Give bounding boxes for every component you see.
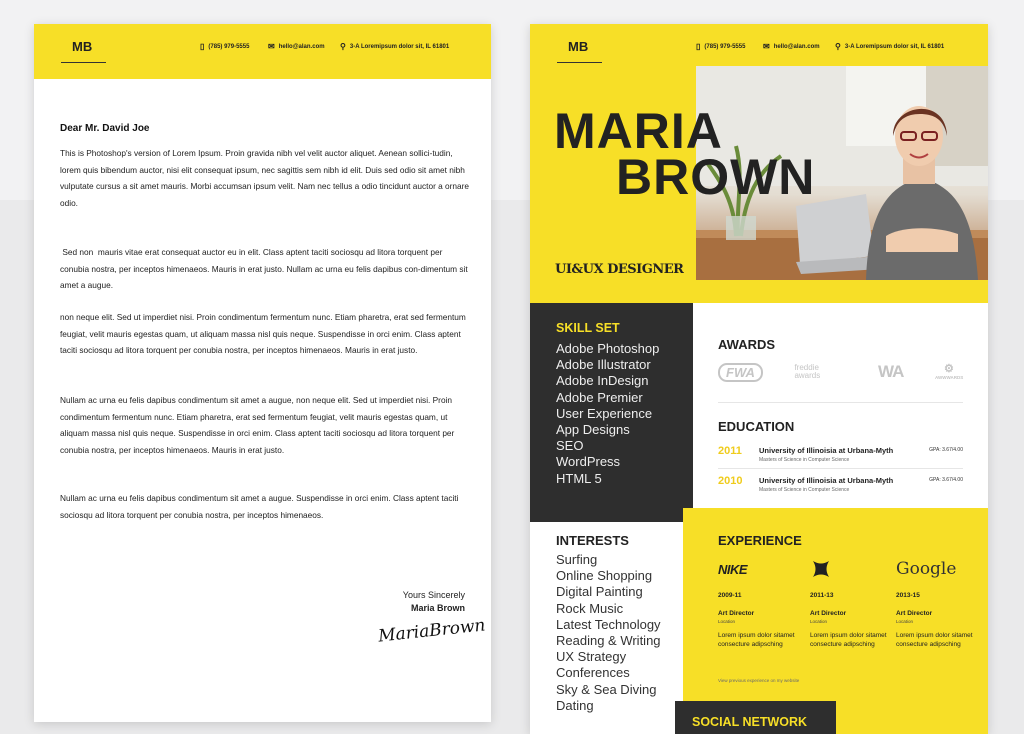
- experience-title-text: Art Director: [718, 610, 755, 617]
- letter-paragraph: This is Photoshop's version of Lorem Ipsum. Proin gravida nibh vel velit auctor aliquet. Aenean sollici-tudin, lorem quis bibendum auctor, nisi elit consequat ipsum, nec sagittis sem nibh id elit. Duis sed odio sit amet nibh vulputate cursus a sit amet mauris. Morbi accumsan ipsum velit. Nam nec tellus a odio tincidunt auctor a ornare odio.: [60, 148, 470, 208]
- signature: MariaBrown: [377, 615, 487, 647]
- interest-item: Online Shopping: [556, 568, 653, 584]
- section-title: SKILL SET: [556, 321, 620, 335]
- skill-item: Adobe Premier: [556, 389, 643, 405]
- skill-item: SEO: [556, 438, 584, 454]
- education-degree: Masters of Science in Computer Science: [759, 487, 850, 493]
- social-network-title: SOCIAL NETWORK: [692, 715, 808, 729]
- experience-years: 2013-15: [896, 592, 920, 599]
- award-logos: [718, 362, 963, 382]
- experience-description: Lorem ipsum dolor sitamet consecture adipsching: [810, 632, 887, 648]
- social-network-section: [675, 701, 836, 734]
- skill-item: HTML 5: [556, 470, 602, 486]
- phone-text: (785) 979-5555: [208, 44, 250, 50]
- education-entry: [718, 475, 963, 495]
- contact-phone: [200, 43, 249, 51]
- education-school: University of Illinoisia at Urbana-Myth: [759, 446, 894, 455]
- google-logo-text: Google: [896, 559, 957, 579]
- interest-item: Digital Painting: [556, 584, 643, 600]
- last-name: BROWN: [616, 149, 816, 205]
- location-pin-icon: ⚲: [835, 42, 841, 51]
- education-gpa: GPA: 3.67/4.00: [929, 477, 963, 483]
- wa-logo: WA: [878, 362, 904, 381]
- x-mark-logo-icon: [810, 558, 832, 580]
- experience-location: Location: [718, 619, 736, 624]
- skill-item: Adobe InDesign: [556, 373, 649, 389]
- contact-email: [268, 43, 325, 51]
- experience-location: Location: [896, 619, 914, 624]
- monogram-underline: [557, 62, 602, 63]
- letter-header: [34, 24, 491, 79]
- interest-item: Rock Music: [556, 600, 624, 616]
- cover-letter-page: [34, 24, 491, 722]
- education-degree: Masters of Science in Computer Science: [759, 457, 850, 463]
- nike-logo-text: NIKE: [718, 561, 748, 577]
- skill-item: WordPress: [556, 454, 621, 470]
- experience-entry: [810, 554, 890, 649]
- signer-name: Maria Brown: [410, 603, 465, 613]
- contact-address: [340, 43, 449, 51]
- experience-years: 2009-11: [718, 592, 742, 599]
- education-gpa: GPA: 3.67/4.00: [929, 447, 963, 453]
- experience-title: EXPERIENCE: [718, 533, 802, 548]
- google-logo: [896, 554, 976, 584]
- interest-item: Surfing: [556, 552, 598, 567]
- interest-item: Conferences: [556, 665, 630, 681]
- resume-monogram: MB: [568, 39, 589, 54]
- skill-list: [556, 341, 659, 487]
- freddie-awards-logo: freddie awards: [794, 363, 821, 380]
- resume-page: [530, 24, 988, 734]
- experience-years: 2011-13: [810, 592, 834, 599]
- education-title: EDUCATION: [718, 419, 795, 434]
- interest-item: Dating: [556, 697, 594, 713]
- skill-item: Adobe Illustrator: [556, 357, 651, 373]
- fwa-logo: FWA: [718, 363, 763, 382]
- monogram-underline: [61, 62, 106, 63]
- education-year: 2011: [718, 445, 742, 457]
- candidate-name: [554, 103, 816, 205]
- nike-logo: [718, 554, 798, 584]
- email-text: hello@alan.com: [278, 44, 325, 50]
- salutation: Dear Mr. David Joe: [60, 123, 150, 134]
- contact-address: [835, 43, 944, 51]
- experience-title-text: Art Director: [896, 610, 933, 617]
- awwwards-logo: [935, 364, 963, 380]
- interest-item: UX Strategy: [556, 649, 627, 665]
- monogram: MB: [72, 39, 93, 54]
- experience-entry: [896, 554, 976, 649]
- awwwards-icon: ⚙: [944, 363, 954, 375]
- phone-text: (785) 979-5555: [704, 44, 746, 50]
- phone-icon: ▯: [696, 42, 701, 51]
- skill-item: Adobe Photoshop: [556, 341, 660, 356]
- skill-item: User Experience: [556, 405, 653, 421]
- experience-website-link[interactable]: View previous experience on my website: [718, 678, 800, 683]
- education-entry: [718, 445, 963, 465]
- experience-title-text: Art Director: [810, 610, 847, 617]
- job-role: UI&UX DESIGNER: [555, 262, 684, 277]
- experience-description: Lorem ipsum dolor sitamet consecture adipsching: [896, 632, 973, 648]
- interests-title: INTERESTS: [556, 533, 629, 548]
- experience-entry: [718, 554, 798, 649]
- phone-icon: ▯: [200, 42, 205, 51]
- education-year: 2010: [718, 475, 743, 487]
- closing-text: Yours Sincerely: [402, 590, 465, 600]
- email-text: hello@alan.com: [773, 44, 820, 50]
- experience-location: Location: [810, 619, 828, 624]
- awwwards-text: AWWWARDS: [934, 375, 964, 380]
- experience-description: Lorem ipsum dolor sitamet consecture adipsching: [718, 632, 795, 648]
- contact-phone: [696, 43, 745, 51]
- divider: [718, 468, 963, 469]
- location-pin-icon: ⚲: [340, 42, 346, 51]
- mail-icon: ✉: [763, 42, 770, 51]
- skill-set-section: [530, 303, 693, 522]
- education-school: University of Illinoisia at Urbana-Myth: [759, 476, 894, 485]
- interest-item: Sky & Sea Diving: [556, 681, 657, 697]
- address-text: 3-A Loremipsum dolor sit, IL 61801: [349, 44, 450, 50]
- skill-item: App Designs: [556, 422, 630, 438]
- letter-paragraph: non neque elit. Sed ut imperdiet nisi. Proin condimentum fermentum nunc. Etiam pharetra, erat sed fermentum feugiat, velit mauris egestas quam, ut aliquam massa nisl quis neque. Suspendisse in orci enim. Class aptent taciti sociosqu ad litora torquent per conubia nostra, per inceptos himenaeos. Mauris in erat justo.: [60, 312, 466, 355]
- first-name: MARIA: [554, 103, 723, 159]
- address-text: 3-A Loremipsum dolor sit, IL 61801: [844, 44, 945, 50]
- awards-title: AWARDS: [718, 337, 776, 352]
- interest-item: Reading & Writing: [556, 633, 661, 649]
- interest-item: Latest Technology: [556, 616, 661, 632]
- divider: [718, 402, 963, 403]
- interests-list: [556, 552, 661, 714]
- letter-paragraph: Sed non mauris vitae erat consequat auctor eu in elit. Class aptent taciti sociosqu ad litora torquent per conubia nostra, per inceptos himenaeos. Mauris in erat justo. Nullam ac urna eu felis dapibus con-dimentum sit amet a augue.: [60, 247, 470, 290]
- mail-icon: ✉: [268, 42, 275, 51]
- closing-block: [403, 590, 465, 613]
- letter-paragraph: Nullam ac urna eu felis dapibus condimentum sit amet a augue. Suspendisse in orci enim. Class aptent taciti sociosqu ad litora torquent per conubia nostra, per inceptos himenaeos.: [60, 493, 459, 520]
- contact-email: [763, 43, 820, 51]
- letter-paragraph: Nullam ac urna eu felis dapibus condimentum sit amet a augue, non neque elit. Sed ut imperdiet nisi. Proin condimentum fermentum nunc. Etiam pharetra, erat sed fermentum feugiat, velit mauris egestas quam, ut aliquam massa nisl quis neque. Suspendisse in orci enim. Class aptent taciti sociosqu ad litora torquent per conubia nostra, per inceptos himenaeos. Mauris in erat justo.: [60, 395, 455, 455]
- company-logo-icon: [810, 554, 890, 584]
